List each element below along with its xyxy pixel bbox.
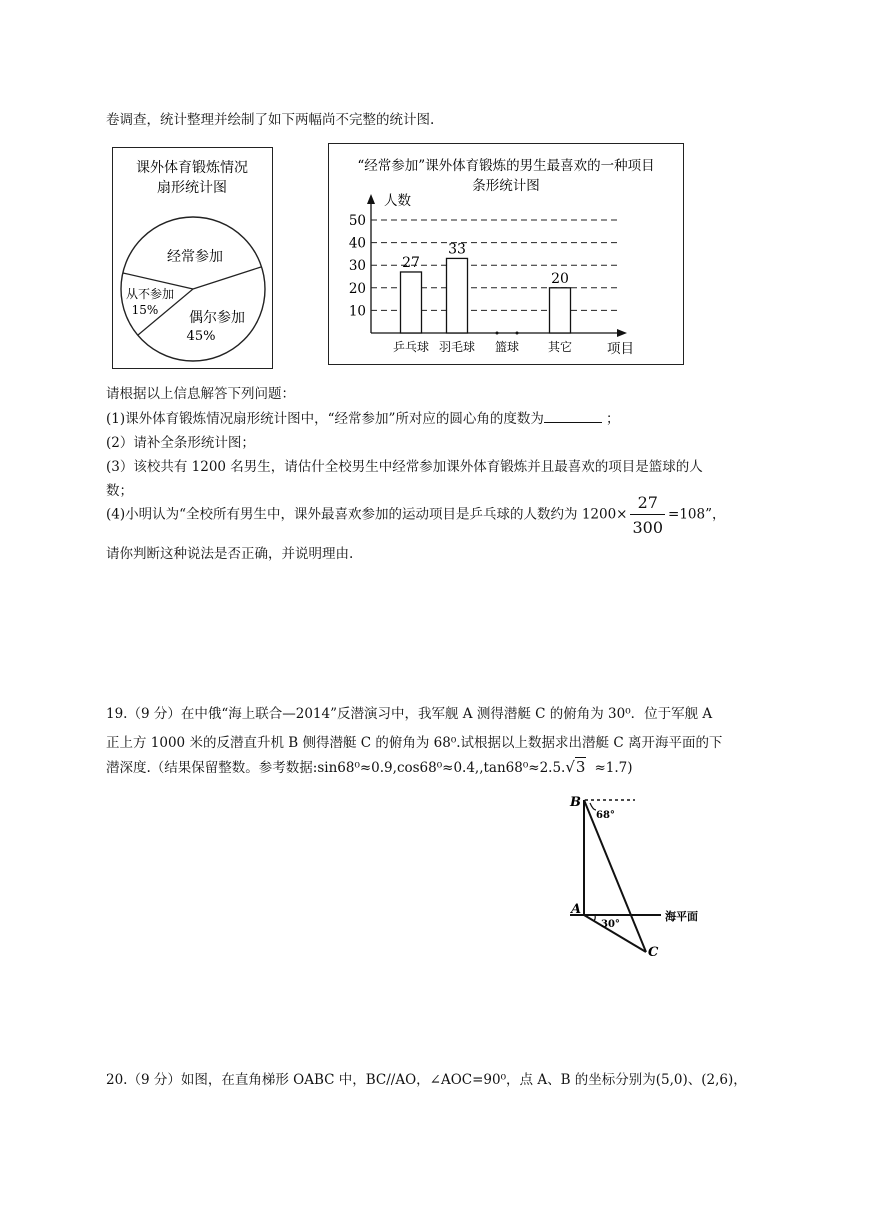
question-3-line1: (3）该校共有 1200 名男生，请估什全校男生中经常参加课外体育锻炼并且最喜欢的项目是篮球的人 (106, 459, 703, 475)
bar-3 (550, 288, 571, 333)
y-tick-label: 40 (348, 235, 366, 252)
problem19-diagram (555, 790, 715, 965)
pie-chart-box (112, 147, 273, 369)
empty-bar-mark-right (516, 332, 519, 335)
problem19-line3-post: ≈1.7) (594, 760, 633, 776)
pie-label-sometimes: 偶尔参加 (189, 310, 245, 326)
bar-1 (447, 258, 468, 333)
bar-chart-subtitle: 条形统计图 (472, 178, 540, 194)
y-axis-label: 人数 (384, 193, 411, 209)
question-4-line2: 请你判断这种说法是否正确，并说明理由. (106, 546, 354, 562)
pie-percent-never: 15% (131, 303, 159, 317)
question-1-end: ； (605, 411, 620, 427)
x-tick-label: 篮球 (494, 340, 520, 354)
label-b: B (570, 795, 581, 810)
answer-blank (544, 410, 602, 423)
pie-label-never: 从不参加 (125, 287, 175, 301)
y-tick-label: 10 (348, 303, 366, 320)
x-axis-arrow (617, 329, 627, 337)
problem19-line2: 正上方 1000 米的反潜直升机 B 侧得潜艇 C 的俯角为 68⁰.试根据以上数据求出潜艇 C 离开海平面的下 (106, 735, 723, 751)
fraction-denominator: 300 (632, 518, 664, 537)
question-4 (106, 493, 726, 537)
y-axis-arrow (367, 194, 375, 204)
pie-title-line1: 课外体育锻炼情况 (136, 160, 248, 176)
bar-chart (329, 144, 683, 364)
pie-percent-sometimes: 45% (186, 329, 216, 344)
angle-arc-top (590, 803, 596, 810)
angle-label-bottom: 30° (601, 919, 620, 930)
question-4-post: =108”， (668, 506, 726, 523)
problem19-line1: 19.（9 分）在中俄“海上联合—2014”反潜演习中，我军舰 A 测得潜艇 C 的俯角为 30⁰．位于军舰 A (106, 706, 713, 722)
intro-line: 卷调查，统计整理并绘制了如下两幅尚不完整的统计图. (106, 112, 435, 128)
sqrt-expression: √3 (565, 758, 586, 776)
pie-label-often: 经常参加 (167, 249, 223, 265)
y-tick-label: 50 (348, 213, 366, 229)
y-tick-label: 30 (348, 258, 366, 275)
x-tick-label: 羽毛球 (438, 340, 476, 354)
bar-value-label: 27 (402, 254, 420, 271)
label-c: C (648, 945, 659, 960)
sea-level-label: 海平面 (665, 910, 698, 923)
question-1 (106, 407, 619, 427)
angle-label-top: 68° (596, 810, 615, 821)
x-tick-label: 其它 (547, 340, 573, 354)
fraction-numerator: 27 (630, 493, 665, 515)
bar-value-label: 20 (551, 270, 569, 287)
bar-0 (401, 272, 422, 333)
x-axis-label: 项目 (607, 341, 634, 357)
label-a: A (571, 902, 582, 917)
pie-divider-2 (193, 267, 261, 289)
questions-lead: 请根据以上信息解答下列问题： (106, 386, 295, 402)
pie-chart (113, 148, 272, 368)
question-1-text: (1)课外体育锻炼情况扇形统计图中，“经常参加”所对应的圆心角的度数为 (106, 411, 544, 427)
question-4-pre: (4)小明认为“全校所有男生中，课外最喜欢参加的运动项目是乒乓球的人数约为 1200× (106, 506, 628, 523)
problem19-line3-pre: 潜深度.（结果保留整数。参考数据:sin68⁰≈0.9,cos68⁰≈0.4,,tan68⁰≈2.5. (106, 760, 566, 776)
problem20-line1: 20.（9 分）如图，在直角梯形 OABC 中，BC//AO，∠AOC=90⁰，点 A、B 的坐标分别为(5,0)、(2,6)， (106, 1072, 747, 1088)
bar-value-label: 33 (448, 241, 466, 258)
x-tick-label: 乒乓球 (392, 340, 430, 354)
problem19-line3 (106, 756, 633, 776)
y-tick-label: 20 (348, 280, 366, 297)
bar-chart-title: “经常参加”课外体育锻炼的男生最喜欢的一种项目 (357, 158, 655, 174)
fraction (630, 493, 665, 537)
bar-chart-box (328, 143, 684, 365)
pie-title-line2: 扇形统计图 (157, 180, 227, 196)
question-3-line2: 数； (106, 483, 133, 499)
sqrt-radicand: 3 (575, 758, 586, 776)
question-2: (2）请补全条形统计图； (106, 435, 255, 451)
empty-bar-mark-left (496, 332, 499, 335)
